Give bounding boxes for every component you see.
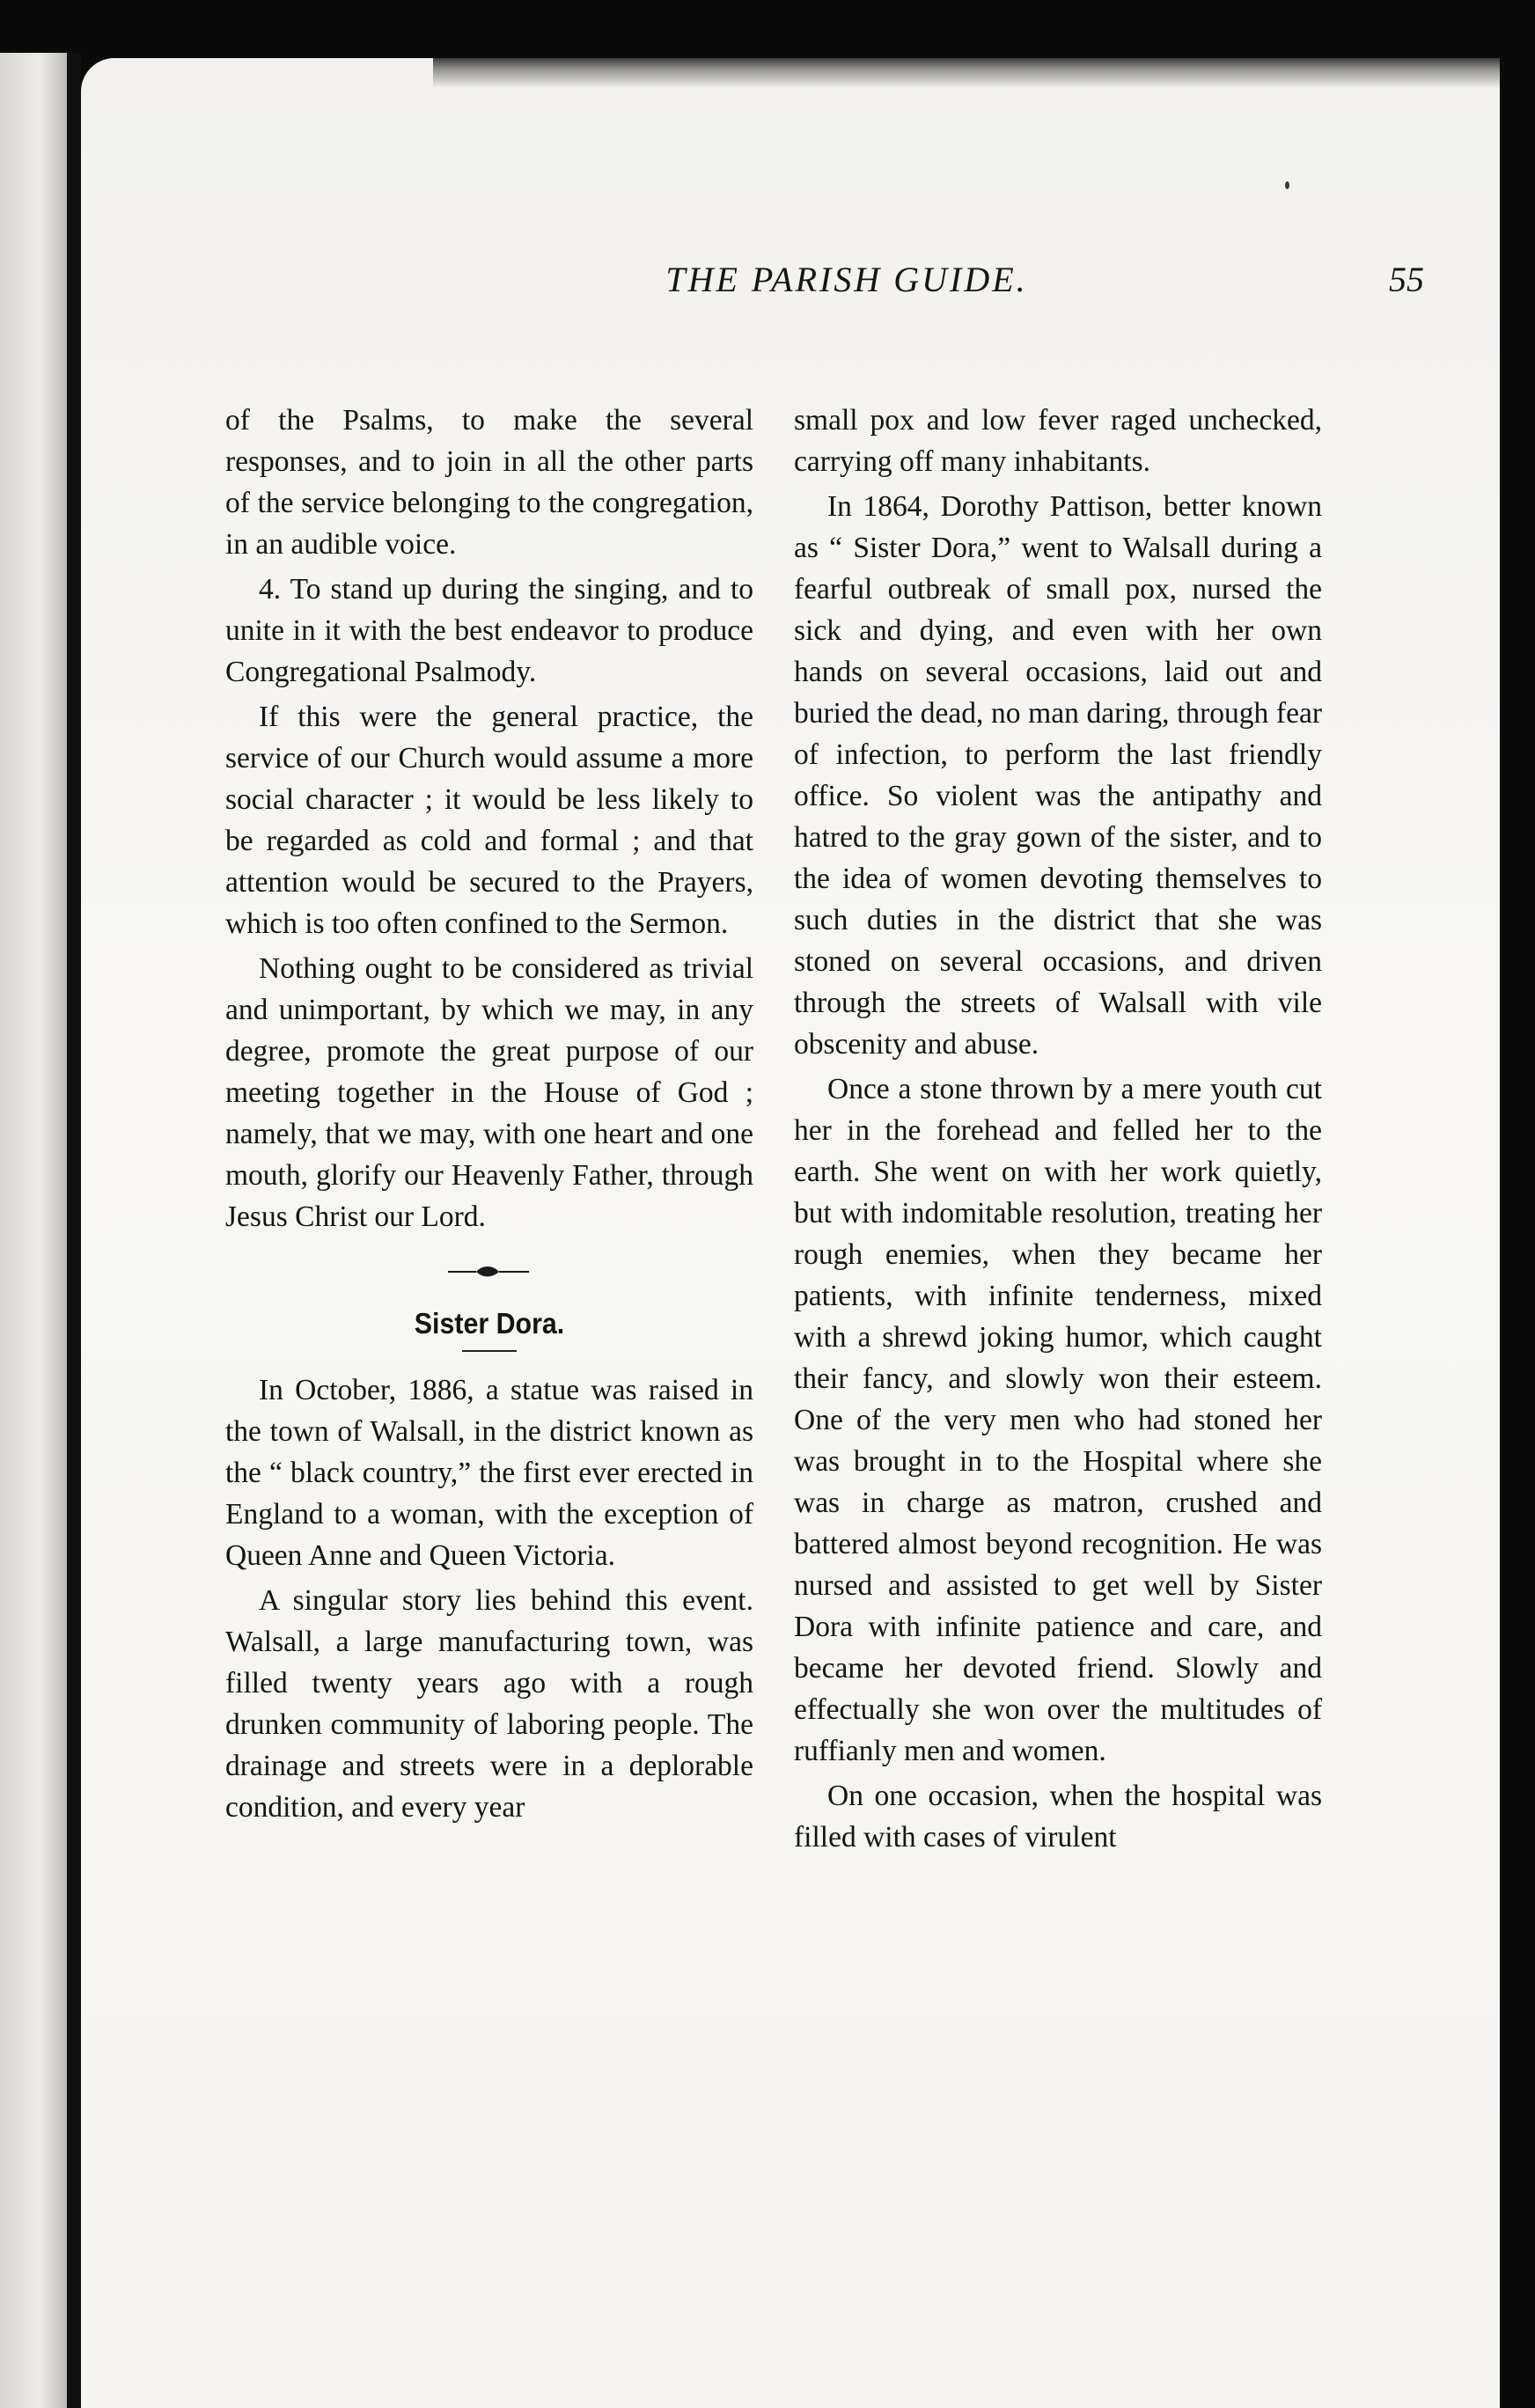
paragraph: If this were the general practice, the service of our Church would assume a more social character ; it would be less likely to be regarded as cold and formal ; and that attention would be secured to the Prayers, which is too often confined to the Sermon. [225, 701, 753, 940]
book-page [81, 58, 1500, 2408]
title-rule [462, 1350, 517, 1352]
paragraph: Nothing ought to be considered as trivial and unimportant, by which we may, in any degree, promote the great purpose of our meeting together in the House of God ; namely, that we may, with one heart and one mouth, glorify our Heavenly Father, through Jesus Christ our Lord. [225, 952, 753, 1233]
page-gutter [67, 53, 81, 2408]
previous-page-edge [0, 53, 67, 2408]
paragraph: A singular story lies behind this event. Walsall, a large manufacturing town, was filled twenty years ago with a rough drunken community of laboring people. The drainage and streets were in a deplorable condition, and every year [225, 1584, 753, 1824]
page-number: 55 [1389, 260, 1424, 299]
paragraph: 4. To stand up during the singing, and to unite in it with the best endeavor to produce Congregational Psalmody. [225, 573, 753, 688]
section-ornament-icon [225, 1259, 753, 1294]
left-column [225, 400, 753, 1828]
section-title: Sister Dora. [414, 1307, 565, 1340]
right-column [794, 400, 1322, 1858]
page-top-shadow [433, 58, 1500, 88]
paragraph: On one occasion, when the hospital was filled with cases of virulent [794, 1780, 1322, 1854]
paragraph: In 1864, Dorothy Pattison, better known as “ Sister Dora,” went to Walsall during a fearful outbreak of small pox, nursed the sick and dying, and even with her own hands on several occasions, laid out and buried the dead, no man daring, through fear of infection, to perform the last friendly office. So violent was the antipathy and hatred to the gray gown of the sister, and to the idea of women devoting themselves to such duties in the district that she was stoned on several occasions, and driven through the streets of Walsall with vile obscenity and abuse. [794, 490, 1322, 1061]
paragraph: small pox and low fever raged unchecked, carrying off many inhabitants. [794, 404, 1322, 478]
scan-speck [1285, 181, 1289, 189]
paragraph: of the Psalms, to make the several responses, and to join in all the other parts of the service belonging to the congregation, in an audible voice. [225, 404, 753, 561]
paragraph: In October, 1886, a statue was raised in the town of Walsall, in the district known as the “ black country,” the first ever erected in England to a woman, with the exception of Queen Anne and Queen Victoria. [225, 1374, 753, 1572]
running-title: THE PARISH GUIDE. [665, 260, 1028, 299]
paragraph: Once a stone thrown by a mere youth cut her in the forehead and felled her to the earth. She went on with her work quietly, but with indomitable resolution, treating her rough enemies, when they became her patients, with infinite tenderness, mixed with a shrewd joking humor, which caught their fancy, and slowly won their esteem. One of the very men who had stoned her was brought in to the Hospital where she was in charge as matron, crushed and battered almost beyond recognition. He was nursed and assisted to get well by Sister Dora with infinite patience and care, and became her devoted friend. Slowly and effectually she won over the multitudes of ruffianly men and women. [794, 1073, 1322, 1767]
